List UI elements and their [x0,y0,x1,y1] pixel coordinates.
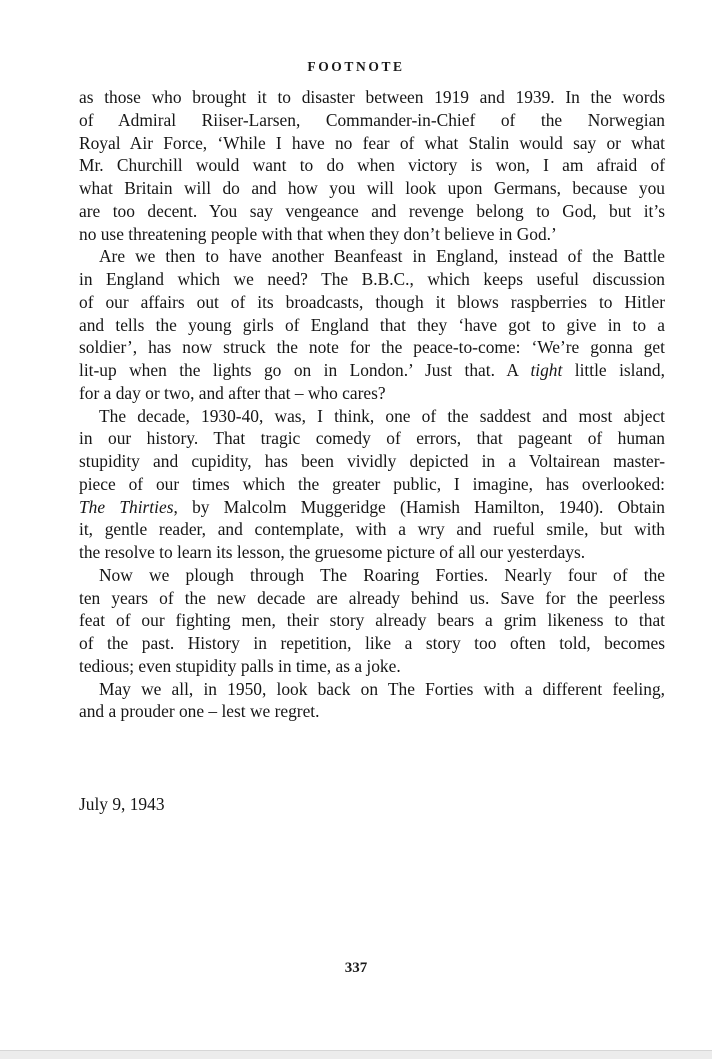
text-line: are too decent. You say vengeance and revenge belong to God, but it’s [79,200,665,221]
text-line: feat of our fighting men, their story already bears a grim likeness to that [79,610,665,631]
text-line: in England which we need? The B.B.C., which keeps useful discussion [79,269,665,289]
text-line: Are we then to have another Beanfeast in England, instead of the Battle [99,246,665,267]
book-title: The Thirties [79,496,174,517]
text-segment: , by Malcolm Muggeridge (Hamish Hamilton, 1940). Obtain [173,496,665,517]
text-line: The decade, 1930-40, was, I think, one of the saddest and most abject [99,405,665,426]
body-text [79,86,665,723]
text-line: piece of our times which the greater public, I imagine, has overlooked: [79,473,665,494]
text-line: Mr. Churchill would want to do when victory is won, I am afraid of [79,155,665,176]
text-line: soldier’, has now struck the note for the peace-to-come: ‘We’re gonna get [79,337,665,358]
italic-word: tight [530,360,563,380]
text-line: the resolve to learn its lesson, the gruesome picture of all our yesterdays. [79,542,586,562]
text-line: of our affairs out of its broadcasts, though it blows raspberries to Hitler [79,291,665,312]
text-line: stupidity and cupidity, has been vividly depicted in a Voltairean master- [79,451,665,471]
text-line: of the past. History in repetition, like a story too often told, becomes [79,633,665,653]
text-line: ten years of the new decade are already behind us. Save for the peerless [79,587,665,608]
text-line: no use threatening people with that when they don’t believe in God.’ [79,223,557,244]
text-line: what Britain will do and how you will look upon Germans, because you [79,178,665,198]
text-segment: little island, [574,360,665,380]
text-line: tedious; even stupidity palls in time, as a joke. [79,655,401,676]
text-line: in our history. That tragic comedy of errors, that pageant of human [79,428,665,449]
text-line: it, gentle reader, and contemplate, with a wry and rueful smile, but with [79,519,665,540]
text-line: for a day or two, and after that – who cares? [79,382,386,403]
text-line-with-title [79,496,665,519]
page-number: 337 [344,960,368,976]
running-head: FOOTNOTE [307,59,405,74]
text-line: of Admiral Riiser-Larsen, Commander-in-Chief of the Norwegian [79,109,665,130]
text-line: as those who brought it to disaster between 1919 and 1939. In the words [79,87,665,107]
dateline: July 9, 1943 [79,794,165,814]
text-line: Now we plough through The Roaring Forties. Nearly four of the [99,564,665,585]
text-line: and a prouder one – lest we regret. [79,701,320,722]
text-line: Royal Air Force, ‘While I have no fear of what Stalin would say or what [79,132,665,153]
text-line: May we all, in 1950, look back on The Forties with a different feeling, [99,678,665,699]
text-line: and tells the young girls of England that they ‘have got to give in to a [79,314,665,335]
text-segment: lit-up when the lights go on in London.’ Just that. A [79,360,518,380]
text-line-with-italic [79,359,665,382]
